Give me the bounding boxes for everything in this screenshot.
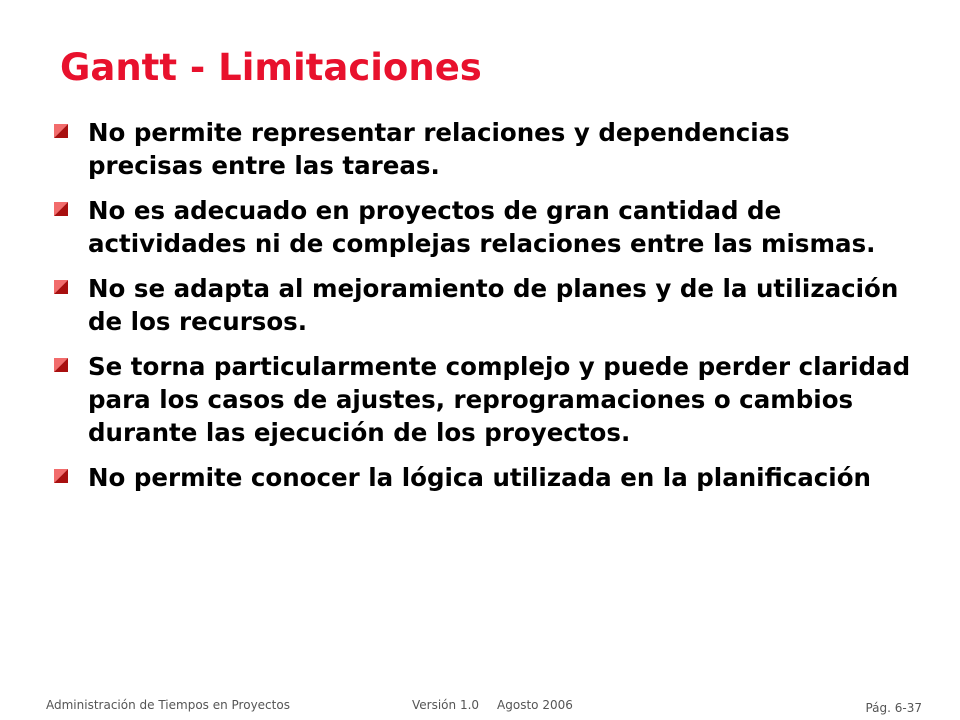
red-square-bullet-icon bbox=[54, 202, 68, 216]
bullet-item bbox=[52, 272, 912, 338]
bullet-item bbox=[52, 194, 912, 260]
red-square-bullet-icon bbox=[54, 469, 68, 483]
footer-version-date bbox=[412, 698, 573, 712]
slide-title: Gantt - Limitaciones bbox=[60, 46, 482, 89]
bullet-text: No permite representar relaciones y dependencias precisas entre las tareas. bbox=[88, 118, 790, 180]
bullet-item bbox=[52, 116, 912, 182]
footer-page-number: Pág. 6-37 bbox=[865, 701, 922, 715]
bullet-text: No es adecuado en proyectos de gran cantidad de actividades ni de complejas relaciones entre las mismas. bbox=[88, 196, 876, 258]
bullet-text: No permite conocer la lógica utilizada en la planificación bbox=[88, 463, 871, 492]
footer-date: Agosto 2006 bbox=[497, 698, 573, 712]
red-square-bullet-icon bbox=[54, 280, 68, 294]
bullet-text: Se torna particularmente complejo y puede perder claridad para los casos de ajustes, reprogramaciones o cambios durante las ejecución de los proyectos. bbox=[88, 352, 911, 447]
bullet-item bbox=[52, 350, 912, 449]
bullet-text: No se adapta al mejoramiento de planes y de la utilización de los recursos. bbox=[88, 274, 899, 336]
red-square-bullet-icon bbox=[54, 358, 68, 372]
footer-version: Versión 1.0 bbox=[412, 698, 480, 712]
footer-course-name: Administración de Tiempos en Proyectos bbox=[46, 698, 290, 712]
bullet-list bbox=[52, 116, 912, 506]
bullet-item bbox=[52, 461, 912, 494]
red-square-bullet-icon bbox=[54, 124, 68, 138]
